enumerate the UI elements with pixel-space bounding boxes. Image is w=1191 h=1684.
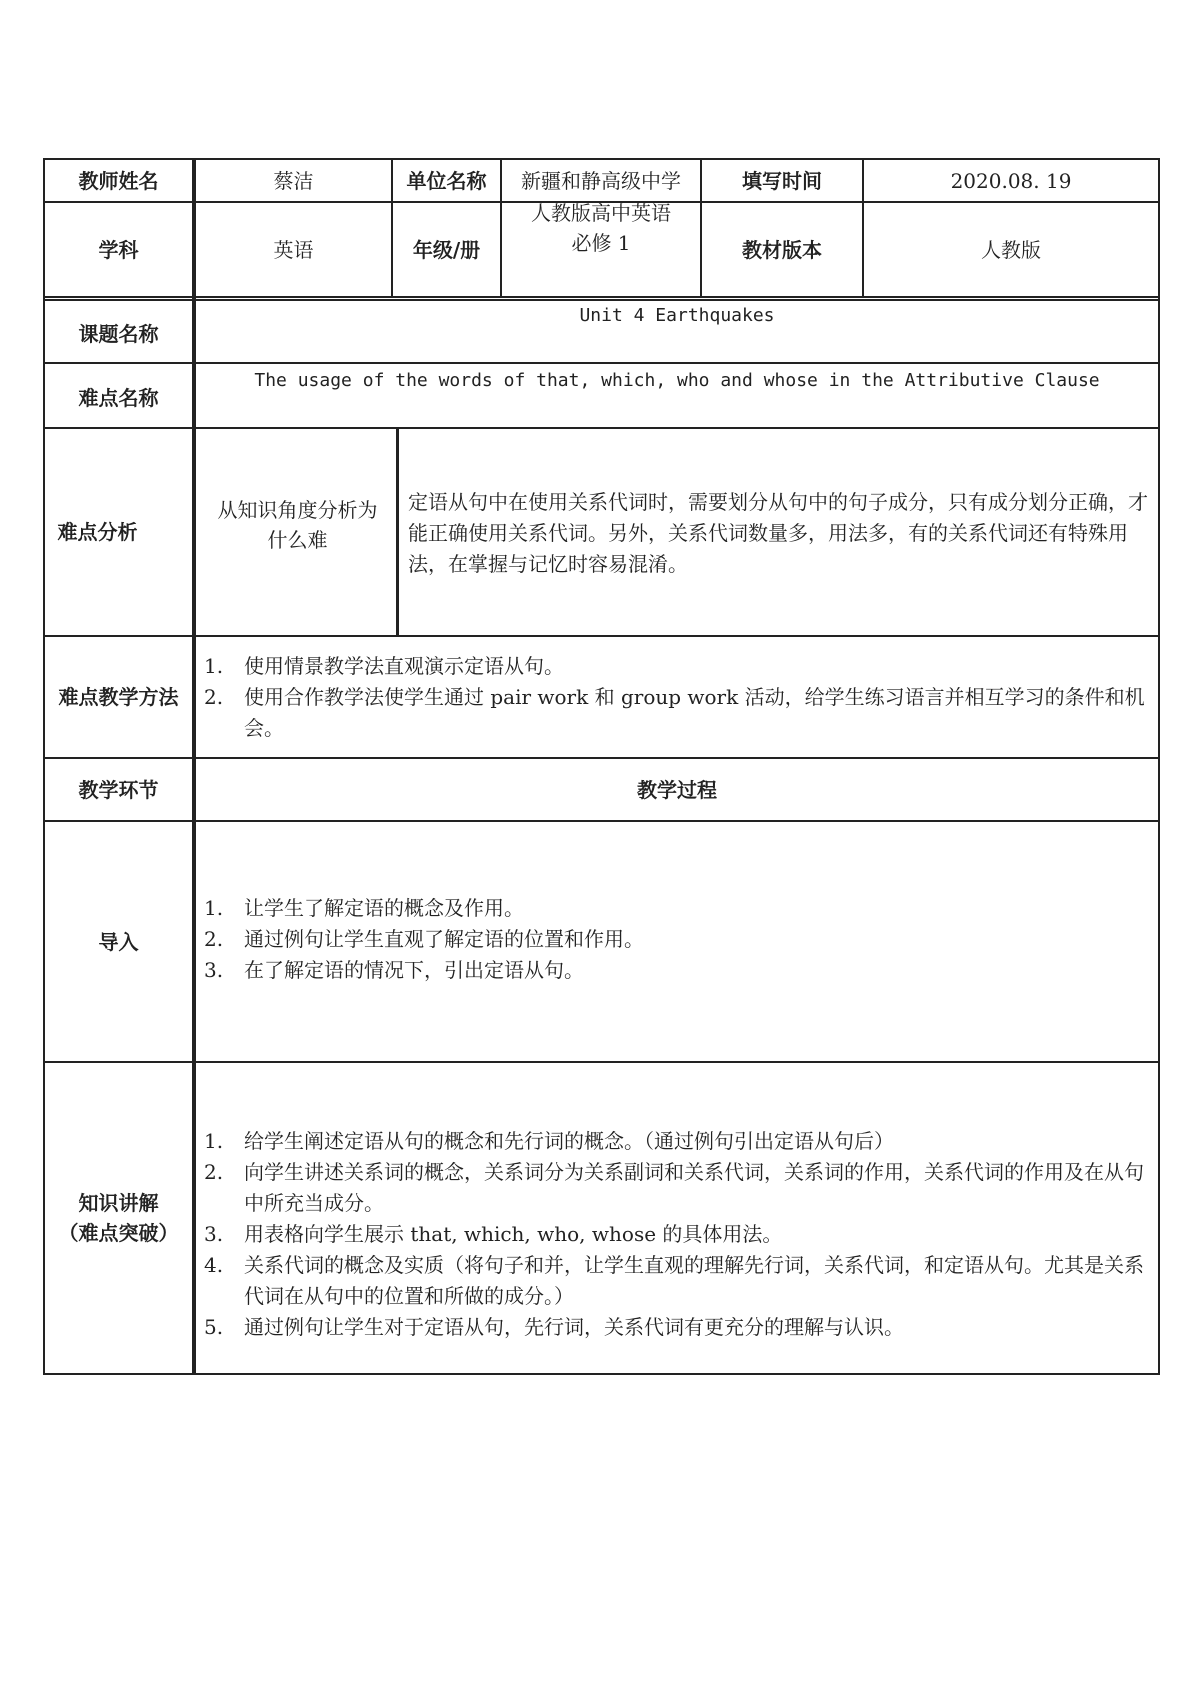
list-item: [204, 1157, 1150, 1219]
grade-value: [502, 203, 700, 253]
methods-label: 难点教学方法: [58, 685, 179, 709]
table-border: [1158, 158, 1160, 1375]
topic-label: 课题名称: [78, 322, 159, 346]
intro-label: 导入: [98, 929, 139, 954]
knowledge-label: [45, 1063, 192, 1373]
list-item-text: 关系代词的概念及实质（将句子和并，让学生直观的理解先行词，关系代词，和定语从句。尤其是关系代词在从句中的位置和所做的成分。）: [244, 1253, 1144, 1308]
table-border: [43, 1061, 1160, 1063]
analysis-content: 定语从句中在使用关系代词时，需要划分从句中的句子成分，只有成分划分正确，才能正确使用关系代词。另外，关系代词数量多，用法多，有的关系代词还有特殊用法，在掌握与记忆时容易混淆。: [408, 490, 1148, 576]
list-item: [204, 1312, 1150, 1343]
list-item-text: 让学生了解定语的概念及作用。: [244, 896, 524, 920]
list-item-number: 4.: [204, 1253, 224, 1277]
topic-value: Unit 4 Earthquakes: [579, 305, 775, 326]
list-item-text: 通过例句让学生对于定语从句，先行词，关系代词有更充分的理解与认识。: [244, 1315, 904, 1339]
intro-list: [204, 893, 1150, 986]
knowledge-label-line2: （难点突破）: [58, 1221, 179, 1245]
knowledge-label-line1: 知识讲解: [78, 1191, 159, 1215]
unit-name-value: 新疆和静高级中学: [521, 168, 681, 193]
list-item-text: 通过例句让学生直观了解定语的位置和作用。: [244, 927, 644, 951]
difficulty-label: 难点名称: [78, 385, 159, 410]
table-border: [43, 635, 1160, 637]
list-item: [204, 1250, 1150, 1312]
unit-name-label: 单位名称: [406, 168, 487, 193]
list-item: [204, 924, 1150, 955]
list-item-text: 向学生讲述关系词的概念，关系词分为关系副词和关系代词，关系词的作用，关系代词的作用及在从句中所充当成分。: [244, 1160, 1144, 1215]
list-item-number: 1.: [204, 896, 224, 920]
subject-value: 英语: [273, 237, 314, 262]
knowledge-list: [204, 1126, 1150, 1343]
analysis-sublabel: 从知识角度分析为什么难: [217, 498, 378, 552]
textbook-label: 教材版本: [742, 237, 822, 262]
table-border: [43, 362, 1160, 364]
grade-value-line2: 必修 1: [571, 231, 631, 255]
list-item-text: 使用情景教学法直观演示定语从句。: [244, 654, 564, 678]
list-item-number: 5.: [204, 1315, 224, 1339]
list-item: [204, 682, 1150, 744]
list-item-number: 2.: [204, 1160, 224, 1184]
list-item-text: 给学生阐述定语从句的概念和先行词的概念。（通过例句引出定语从句后）: [244, 1129, 894, 1153]
difficulty-value: The usage of the words of that, which, who and whose in the Attributive Clause: [254, 370, 1100, 391]
process-header: 教学过程: [637, 777, 717, 802]
list-item-text: 用表格向学生展示 that, which, who, whose 的具体用法。: [244, 1222, 783, 1246]
grade-value-line1: 人教版高中英语: [531, 201, 671, 225]
grade-label: 年级/册: [412, 237, 481, 262]
list-item-number: 1.: [204, 654, 224, 678]
table-border: [43, 427, 1160, 429]
list-item-number: 2.: [204, 927, 224, 951]
date-label: 填写时间: [742, 168, 822, 193]
list-item: [204, 651, 1150, 682]
table-border: [396, 427, 399, 637]
methods-list: [204, 651, 1150, 744]
list-item-number: 1.: [204, 1129, 224, 1153]
analysis-label: 难点分析: [57, 520, 138, 544]
process-stage-header: 教学环节: [78, 777, 159, 802]
textbook-value: 人教版: [981, 237, 1041, 262]
teacher-name-value: 蔡洁: [273, 168, 314, 193]
list-item-number: 3.: [204, 1222, 224, 1246]
table-border: [43, 296, 1160, 298]
list-item: [204, 1126, 1150, 1157]
list-item-text: 使用合作教学法使学生通过 pair work 和 group work 活动，给学生练习语言并相互学习的条件和机会。: [244, 685, 1145, 740]
list-item: [204, 893, 1150, 924]
table-border: [43, 820, 1160, 822]
subject-label: 学科: [98, 237, 139, 262]
list-item: [204, 1219, 1150, 1250]
teacher-name-label: 教师姓名: [78, 168, 159, 193]
list-item-number: 3.: [204, 958, 224, 982]
date-value: 2020.08. 19: [950, 168, 1072, 193]
list-item-text: 在了解定语的情况下，引出定语从句。: [244, 958, 584, 982]
list-item: [204, 955, 1150, 986]
list-item-number: 2.: [204, 685, 224, 709]
table-border: [43, 1373, 1160, 1375]
